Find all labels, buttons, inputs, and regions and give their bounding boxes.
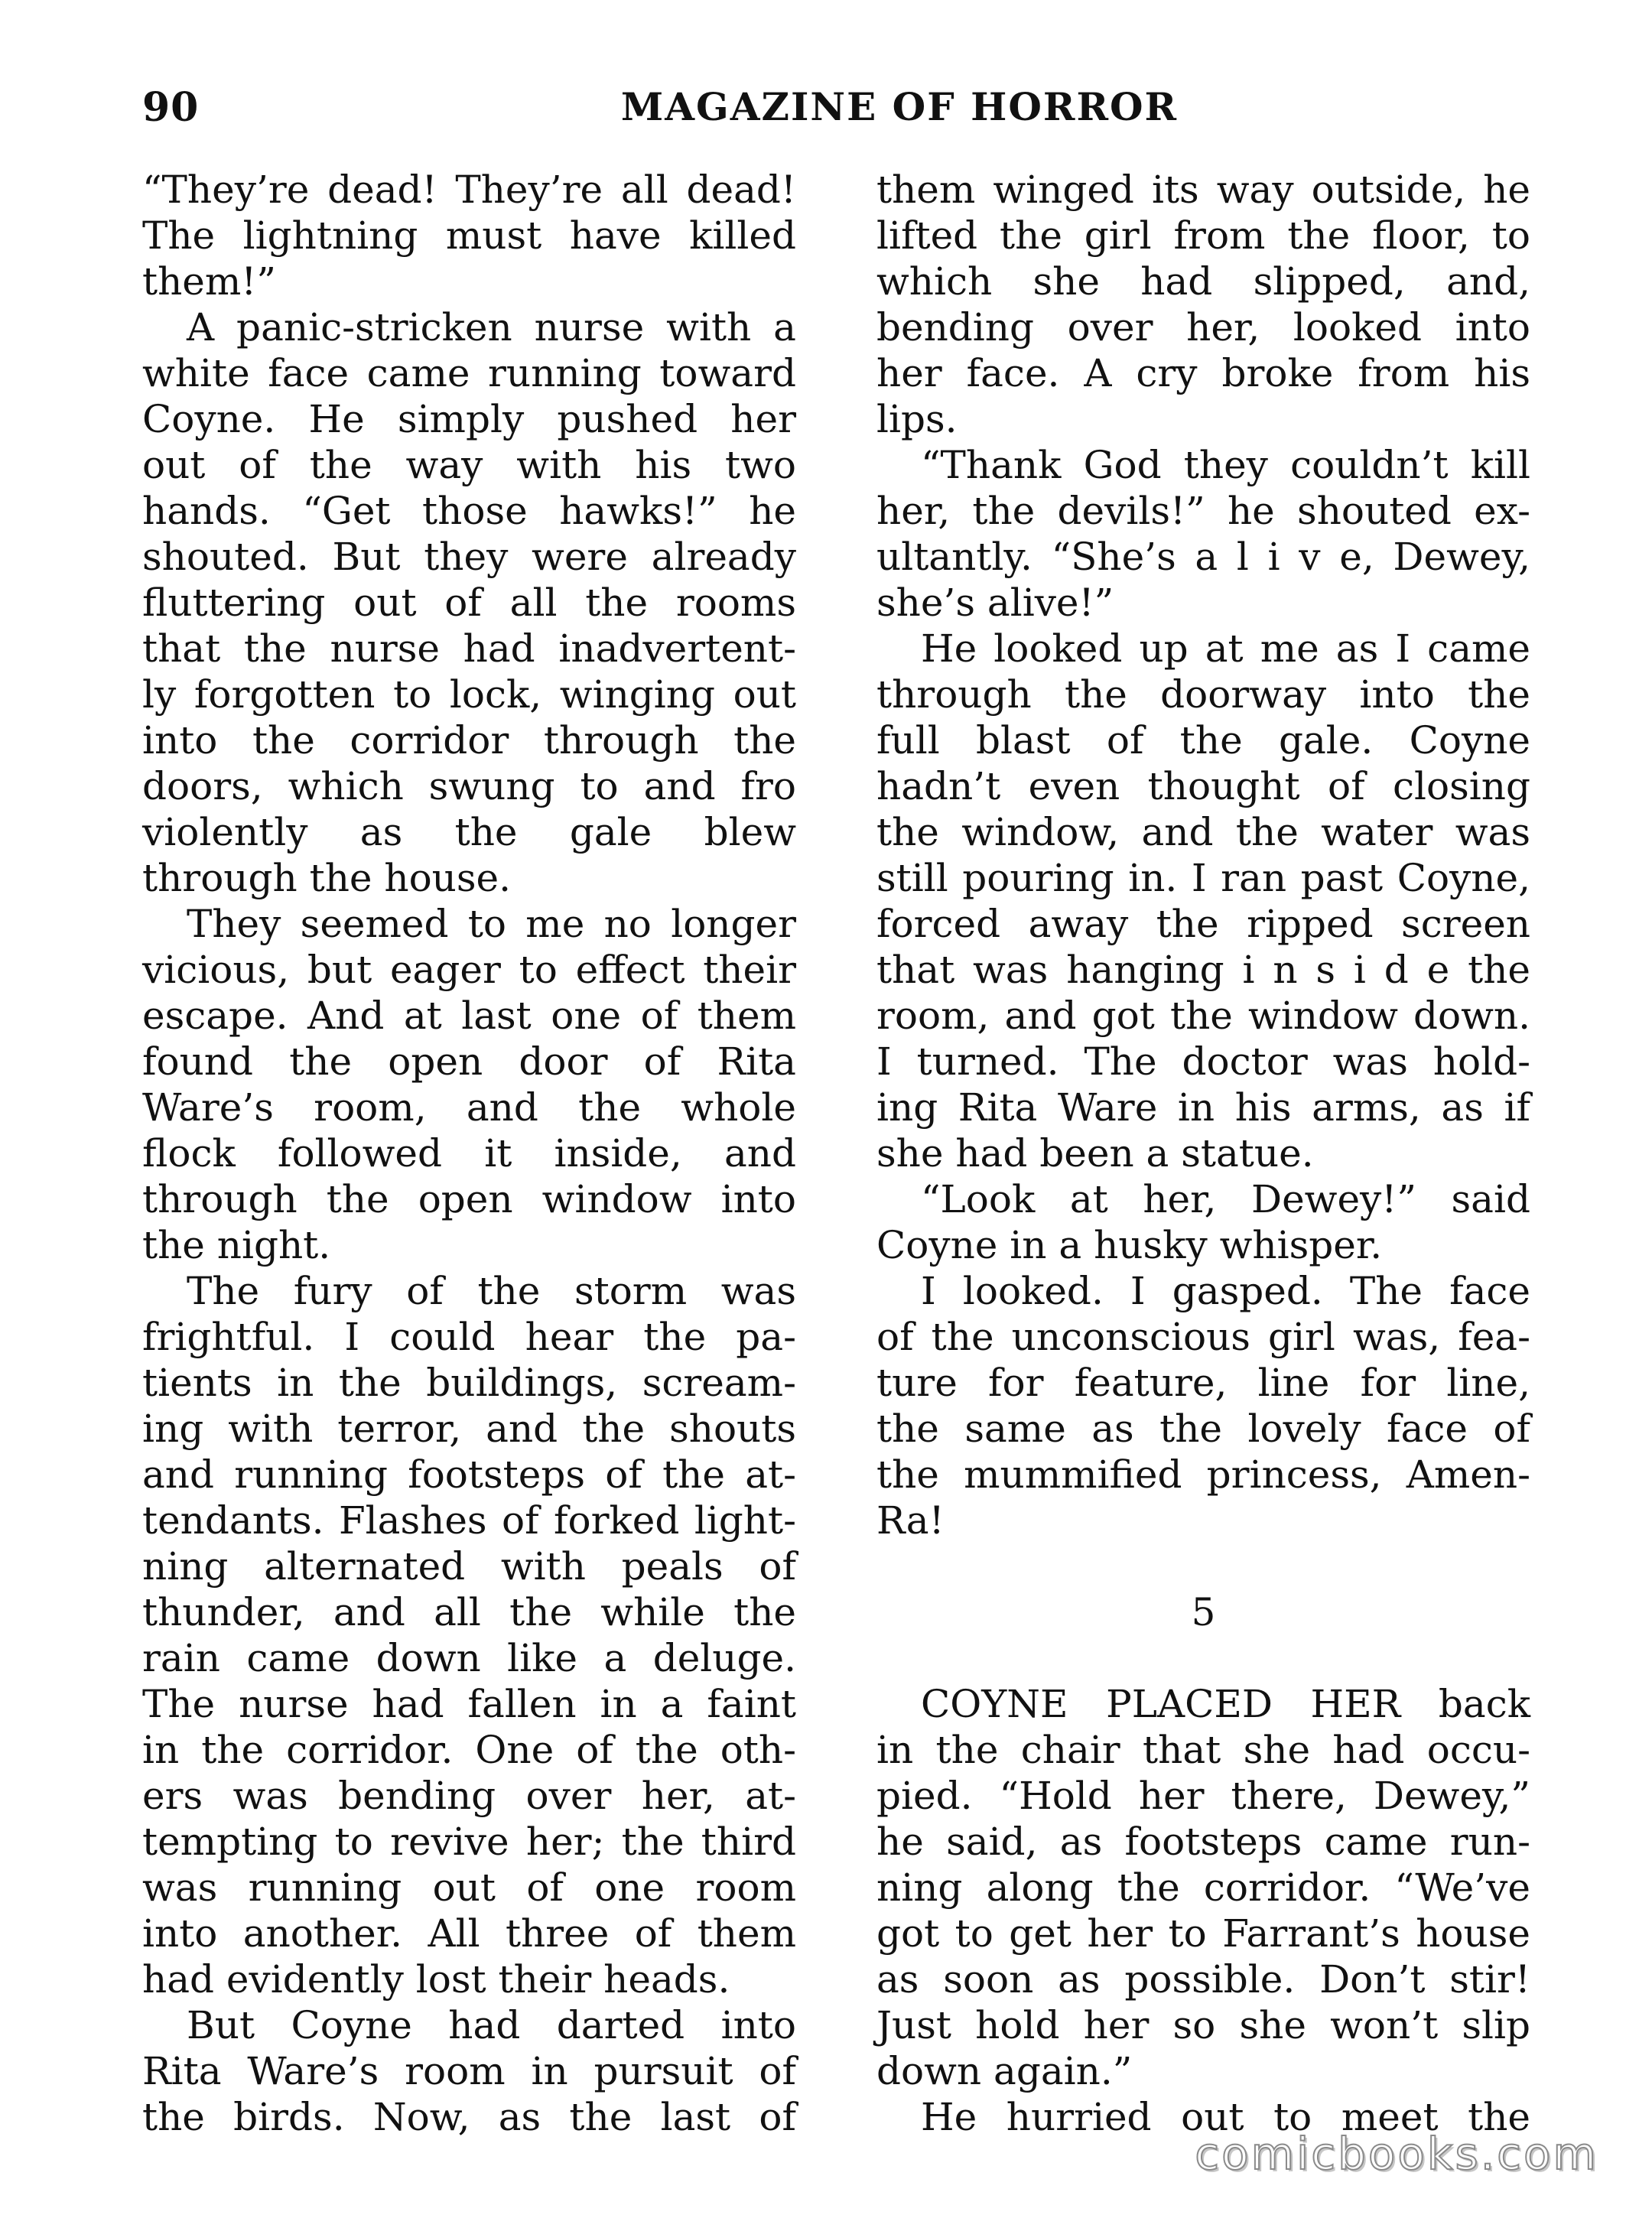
text-line: ing with terror, and the shouts <box>142 1407 796 1451</box>
text-line: the night. <box>142 1223 331 1267</box>
text-line: ly forgotten to lock, winging out <box>142 672 796 717</box>
text-line: tendants. Flashes of forked light- <box>142 1498 796 1543</box>
text-line: through the open window into <box>142 1177 796 1221</box>
text-line: in the chair that she had occu- <box>876 1728 1530 1772</box>
text-line: of the unconscious girl was, fea- <box>876 1315 1530 1359</box>
left-text-column <box>142 167 796 2140</box>
text-line: frightful. I could hear the pa- <box>142 1315 796 1359</box>
section-spacer <box>876 1635 1530 1681</box>
text-line: white face came running toward <box>142 351 796 395</box>
text-line: room, and got the window down. <box>876 994 1530 1038</box>
text-line: ing Rita Ware in his arms, as if <box>876 1085 1530 1130</box>
text-line: Coyne. He simply pushed her <box>142 397 796 441</box>
text-line: down again.” <box>876 2049 1133 2093</box>
text-line: she’s alive!” <box>876 581 1114 625</box>
text-line: hands. “Get those hawks!” he <box>142 489 796 533</box>
text-line: that the nurse had inadvertent- <box>142 626 796 671</box>
text-line: pied. “Hold her there, Dewey,” <box>876 1774 1530 1818</box>
text-line: was running out of one room <box>142 1865 796 1910</box>
text-line: ture for feature, line for line, <box>876 1361 1530 1405</box>
text-line: into another. All three of them <box>142 1911 796 1956</box>
text-line: ning alternated with peals of <box>142 1544 796 1589</box>
text-line: them!” <box>142 259 276 304</box>
running-title: MAGAZINE OF HORROR <box>620 84 1179 129</box>
text-line: shouted. But they were already <box>142 535 796 579</box>
text-line: bending over her, looked into <box>876 305 1530 350</box>
page-number: 90 <box>142 84 200 131</box>
text-line: COYNE PLACED HER back <box>921 1682 1530 1726</box>
section-spacer <box>876 1543 1530 1589</box>
text-line: which she had slipped, and, <box>876 259 1530 304</box>
text-line: lips. <box>876 397 958 441</box>
text-line: forced away the ripped screen <box>876 902 1530 946</box>
text-line: out of the way with his two <box>142 443 796 487</box>
text-line: I looked. I gasped. The face <box>921 1269 1530 1313</box>
text-line: the birds. Now, as the last of <box>142 2095 796 2139</box>
text-line: Coyne in a husky whisper. <box>876 1223 1383 1267</box>
text-line: that was hanging i n s i d e the <box>876 948 1530 992</box>
text-line: as soon as possible. Don’t stir! <box>876 1957 1530 2002</box>
text-line: through the doorway into the <box>876 672 1530 717</box>
text-line: They seemed to me no longer <box>187 902 796 946</box>
site-watermark: comicbooks.com <box>1195 2128 1598 2180</box>
text-line: her face. A cry broke from his <box>876 351 1530 395</box>
text-line: and running footsteps of the at- <box>142 1452 796 1497</box>
text-line: the mummified princess, Amen- <box>876 1452 1530 1497</box>
page-header <box>142 84 1530 138</box>
text-line: The lightning must have killed <box>142 213 796 258</box>
text-line: “Look at her, Dewey!” said <box>921 1177 1530 1221</box>
text-line: vicious, but eager to effect their <box>142 948 796 992</box>
text-line: He hurried out to meet the <box>921 2095 1530 2139</box>
text-line: the window, and the water was <box>876 810 1530 854</box>
text-line: hadn’t even thought of closing <box>876 764 1530 808</box>
text-line: into the corridor through the <box>142 718 796 763</box>
text-line: still pouring in. I ran past Coyne, <box>876 856 1530 900</box>
text-line: The nurse had fallen in a faint <box>142 1682 796 1726</box>
text-line: them winged its way outside, he <box>876 167 1530 212</box>
text-line: rain came down like a deluge. <box>142 1636 796 1680</box>
text-line: Rita Ware’s room in pursuit of <box>142 2049 796 2093</box>
text-line: escape. And at last one of them <box>142 994 796 1038</box>
text-line: tients in the buildings, scream- <box>142 1361 796 1405</box>
text-line: got to get her to Farrant’s house <box>876 1911 1530 1956</box>
text-line: Just hold her so she won’t slip <box>876 2003 1530 2047</box>
text-line: through the house. <box>142 856 512 900</box>
text-line: had evidently lost their heads. <box>142 1957 730 2002</box>
text-line: her, the devils!” he shouted ex- <box>876 489 1530 533</box>
text-line: lifted the girl from the floor, to <box>876 213 1530 258</box>
text-line: “Thank God they couldn’t kill <box>921 443 1530 487</box>
text-line: doors, which swung to and fro <box>142 764 796 808</box>
text-line: But Coyne had darted into <box>187 2003 796 2047</box>
text-line: tempting to revive her; the third <box>142 1820 796 1864</box>
text-line: fluttering out of all the rooms <box>142 581 796 625</box>
text-line: he said, as footsteps came run- <box>876 1820 1530 1864</box>
right-text-column <box>876 167 1530 2140</box>
text-line: in the corridor. One of the oth- <box>142 1728 796 1772</box>
text-line: she had been a statue. <box>876 1131 1314 1176</box>
text-line: A panic-stricken nurse with a <box>187 305 796 350</box>
text-line: ning along the corridor. “We’ve <box>876 1865 1530 1910</box>
text-line: flock followed it inside, and <box>142 1131 796 1176</box>
section-number: 5 <box>1191 1590 1216 1634</box>
text-line: Ware’s room, and the whole <box>142 1085 796 1130</box>
text-line: He looked up at me as I came <box>921 626 1530 671</box>
text-line: found the open door of Rita <box>142 1039 796 1084</box>
text-line: The fury of the storm was <box>187 1269 796 1313</box>
text-line: I turned. The doctor was hold- <box>876 1039 1530 1084</box>
text-line: Ra! <box>876 1498 945 1543</box>
text-line: ers was bending over her, at- <box>142 1774 796 1818</box>
text-line: ultantly. “She’s a l i v e, Dewey, <box>876 535 1530 579</box>
text-line: violently as the gale blew <box>142 810 796 854</box>
text-line: the same as the lovely face of <box>876 1407 1530 1451</box>
text-line: “They’re dead! They’re all dead! <box>142 167 796 212</box>
text-line: full blast of the gale. Coyne <box>876 718 1530 763</box>
text-line: thunder, and all the while the <box>142 1590 796 1634</box>
